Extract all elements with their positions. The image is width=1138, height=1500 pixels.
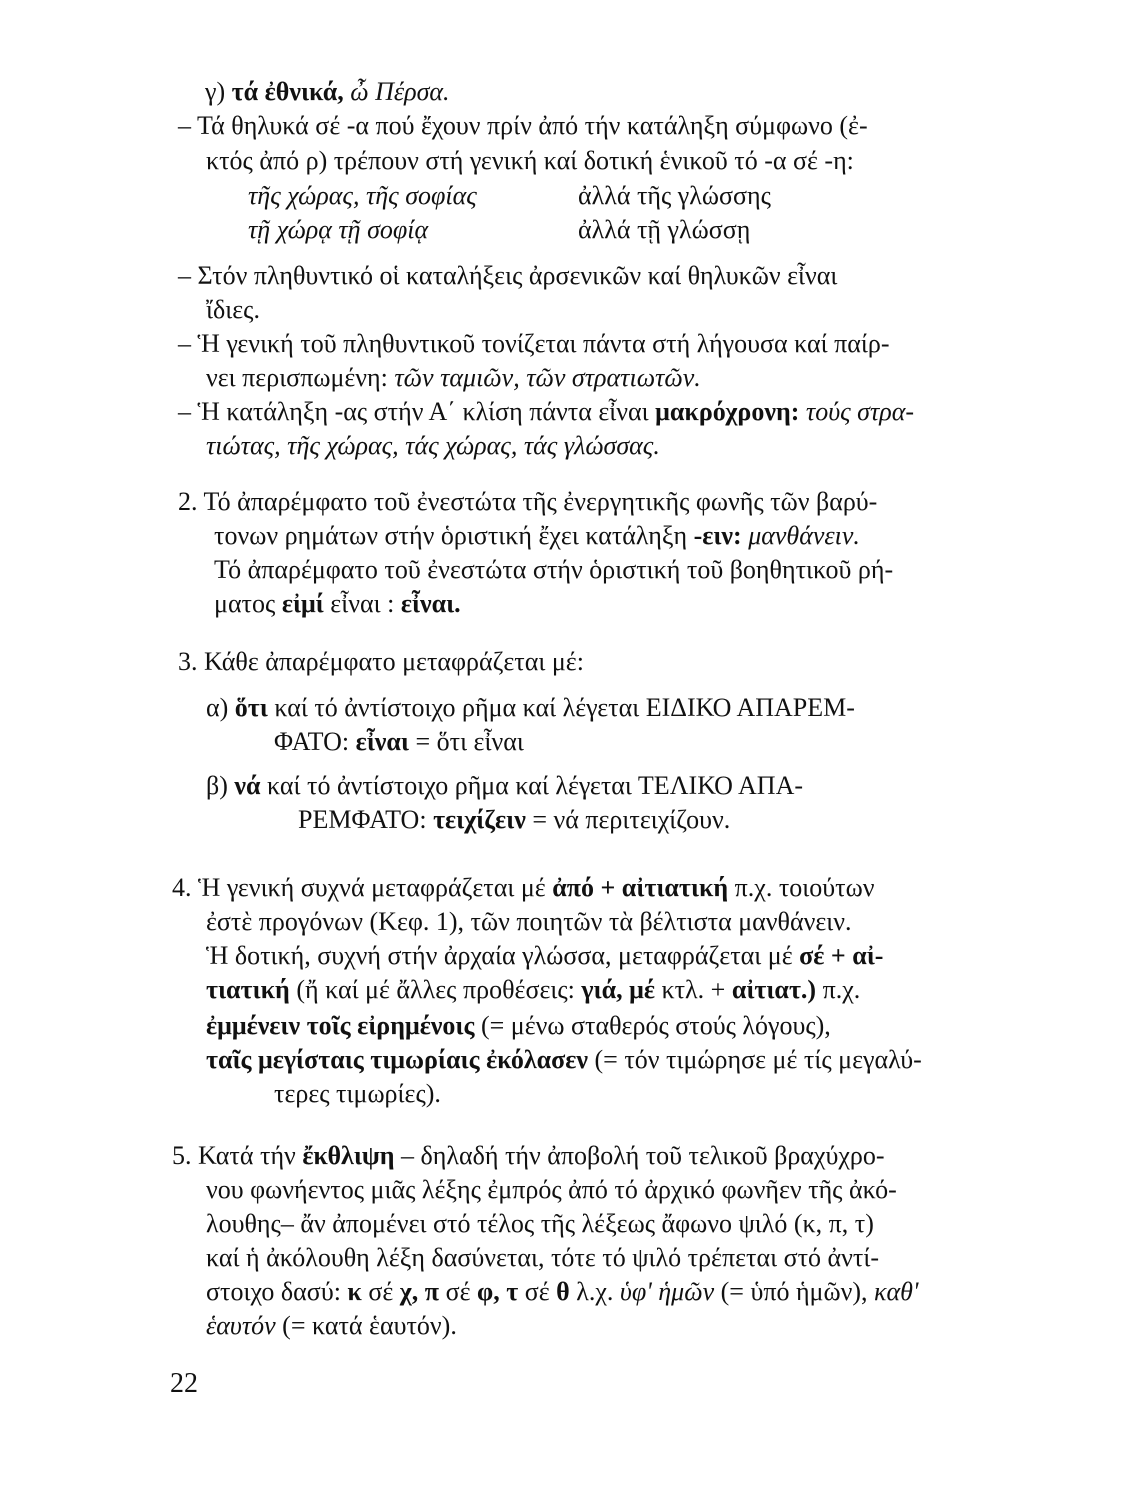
italic-text: ὦ Πέρσα.	[343, 77, 450, 106]
text-segment: λουθης– ἄν ἀπομένει στό τέλος τῆς λέξεως ἄφωνο ψιλό (κ, π, τ)	[206, 1209, 874, 1238]
text-segment: β)	[206, 771, 235, 800]
text-segment: λ.χ.	[569, 1277, 620, 1306]
text-line	[178, 486, 877, 518]
bold-text: σέ + αἰ-	[799, 941, 884, 970]
text-segment: (= κατά ἑαυτόν).	[275, 1311, 457, 1340]
text-segment: ΡΕΜΦΑΤΟ:	[298, 805, 434, 834]
bold-text: μακρόχρονη:	[655, 397, 800, 426]
bold-text: χ, π	[399, 1277, 440, 1306]
text-segment: σέ	[518, 1277, 557, 1306]
text-segment: 4. Ἡ γενική συχνά μεταφράζεται μέ	[172, 873, 553, 902]
text-segment: (= τόν τιμώρησε μέ τίς μεγαλύ-	[588, 1045, 922, 1074]
text-line	[214, 588, 461, 620]
text-line	[206, 1276, 918, 1308]
text-segment: σέ	[439, 1277, 477, 1306]
text-line	[206, 770, 803, 802]
text-segment: = νά περιτειχίζουν.	[525, 805, 731, 834]
text-line	[206, 1010, 831, 1042]
text-segment: (ἤ καί μέ ἄλλες προθέσεις:	[289, 975, 582, 1004]
text-line	[172, 1140, 885, 1172]
italic-text: τῆς χώρας, τῆς σοφίας	[248, 181, 477, 210]
text-line	[248, 180, 477, 212]
bold-text: εἶναι.	[400, 589, 461, 618]
italic-text: ἑαυτόν	[206, 1311, 276, 1340]
text-line	[206, 1310, 457, 1342]
text-segment: α)	[206, 693, 235, 722]
text-segment: καί ἡ ἀκόλουθη λέξη δασύνεται, τότε τό ψιλό τρέπεται στό ἀντί-	[206, 1243, 880, 1272]
text-segment: καί τό ἀντίστοιχο ρῆμα καί λέγεται ΤΕΛΙΚΟ ΑΠΑ-	[260, 771, 804, 800]
italic-text: τῇ χώρᾳ τῇ σοφίᾳ	[248, 215, 429, 244]
bold-text: ἀπό + αἰτιατική	[552, 873, 729, 902]
bold-text: ὅτι	[234, 693, 268, 722]
text-segment: νου φωνήεντος μιᾶς λέξης ἐμπρός ἀπό τό ἀρχικό φωνῆεν τῆς ἀκό-	[206, 1175, 897, 1204]
italic-text: τιώτας, τῆς χώρας, τάς χώρας, τάς γλώσσας.	[206, 431, 660, 460]
text-line	[206, 1044, 922, 1076]
text-segment: π.χ.	[816, 975, 861, 1004]
text-segment: κτός ἀπό ρ) τρέπουν στή γενική καί δοτική ἑνικοῦ τό -α σέ -η:	[206, 146, 854, 175]
text-segment: π.χ. τοιούτων	[728, 873, 875, 902]
text-line	[178, 646, 584, 678]
bold-text: νά	[234, 771, 261, 800]
text-line	[206, 1174, 897, 1206]
text-line	[172, 872, 874, 904]
text-segment: – Τά θηλυκά σέ -α πού ἔχουν πρίν ἀπό τήν κατάληξη σύμφωνο (ἐ-	[178, 111, 868, 140]
text-line	[178, 260, 837, 292]
text-segment: Τό ἀπαρέμφατο τοῦ ἐνεστώτα στήν ὁριστική τοῦ βοηθητικοῦ ρή-	[214, 555, 894, 584]
bold-text: εἶναι	[355, 727, 409, 756]
text-segment: – Στόν πληθυντικό οἱ καταλήξεις ἀρσενικῶν καί θηλυκῶν εἶναι	[178, 261, 838, 290]
text-segment: ἀλλά τῇ γλώσσῃ	[578, 215, 751, 244]
bold-text: κ	[347, 1277, 362, 1306]
italic-text: μανθάνειν.	[741, 521, 860, 550]
text-line	[274, 726, 524, 758]
text-line	[206, 1208, 874, 1240]
italic-text: τῶν ταμιῶν, τῶν στρατιωτῶν.	[394, 363, 701, 392]
text-segment: 2. Τό ἀπαρέμφατο τοῦ ἐνεστώτα τῆς ἐνεργητικῆς φωνῆς τῶν βαρύ-	[178, 487, 878, 516]
text-segment: νει περισπωμένη:	[206, 363, 395, 392]
text-line	[206, 692, 855, 724]
text-line	[214, 554, 893, 586]
text-segment: τερες τιμωρίες).	[274, 1079, 441, 1108]
text-segment: – Ἡ γενική τοῦ πληθυντικοῦ τονίζεται πάντα στή λήγουσα καί παίρ-	[178, 329, 890, 358]
text-line	[578, 214, 750, 246]
text-segment: ΦΑΤΟ:	[274, 727, 356, 756]
text-segment: 5. Κατά τήν	[172, 1141, 303, 1170]
italic-text: καθ'	[874, 1277, 919, 1306]
bold-text: τειχίζειν	[433, 805, 526, 834]
text-line	[274, 1078, 441, 1110]
text-segment: – δηλαδή τήν ἀποβολή τοῦ τελικοῦ βραχύχρο-	[394, 1141, 885, 1170]
text-line	[178, 328, 890, 360]
bold-text: ἐμμένειν τοῖς εἰρημένοις	[206, 1011, 475, 1040]
text-line	[178, 110, 868, 142]
text-segment: τονων ρημάτων στήν ὁριστική ἔχει κατάληξη	[214, 521, 694, 550]
text-line	[206, 145, 854, 177]
text-segment: ἴδιες.	[206, 295, 260, 324]
bold-text: αἰτιατ.)	[731, 975, 817, 1004]
text-segment: (= ὑπό ἡμῶν),	[714, 1277, 875, 1306]
italic-text: ὑφ' ἡμῶν	[619, 1277, 715, 1306]
bold-text: θ	[556, 1277, 570, 1306]
text-line	[206, 1242, 879, 1274]
text-segment: ἐστὲ προγόνων (Κεφ. 1), τῶν ποιητῶν τὰ βέλτιστα μανθάνειν.	[206, 907, 852, 936]
bold-text: ἔκθλιψη	[302, 1141, 395, 1170]
page-number: 22	[170, 1368, 198, 1399]
italic-text: τούς στρα-	[799, 397, 915, 426]
bold-text: -ειν:	[693, 521, 742, 550]
text-segment: 3. Κάθε ἀπαρέμφατο μεταφράζεται μέ:	[178, 647, 584, 676]
text-segment: στοιχο δασύ:	[206, 1277, 348, 1306]
text-segment: καί τό ἀντίστοιχο ρῆμα καί λέγεται ΕΙΔΙΚΟ ΑΠΑΡΕΜ-	[267, 693, 855, 722]
bold-text: ταῖς μεγίσταις τιμωρίαις ἐκόλασεν	[206, 1045, 589, 1074]
bold-text: τά ἐθνικά,	[231, 77, 344, 106]
text-line	[214, 520, 860, 552]
bold-text: εἰμί	[281, 589, 324, 618]
text-segment: ἀλλά τῆς γλώσσης	[578, 181, 771, 210]
text-segment: σέ	[361, 1277, 400, 1306]
text-segment: (= μένω σταθερός στούς λόγους),	[474, 1011, 831, 1040]
text-line	[206, 362, 701, 394]
text-line	[178, 396, 914, 428]
bold-text: φ, τ	[477, 1277, 519, 1306]
text-segment: ματος	[214, 589, 282, 618]
bold-text: γιά, μέ	[581, 975, 655, 1004]
text-segment: εἶναι :	[323, 589, 401, 618]
text-segment: γ)	[205, 77, 232, 106]
text-line	[206, 940, 883, 972]
bold-text: τιατική	[206, 975, 290, 1004]
text-line	[206, 294, 260, 326]
text-line	[298, 804, 730, 836]
text-line	[205, 76, 450, 108]
text-line	[578, 180, 771, 212]
text-line	[206, 974, 860, 1006]
text-line	[206, 430, 660, 462]
text-segment: = ὅτι εἶναι	[408, 727, 524, 756]
text-segment: Ἡ δοτική, συχνή στήν ἀρχαία γλώσσα, μεταφράζεται μέ	[206, 941, 800, 970]
text-segment: κτλ. +	[654, 975, 732, 1004]
text-segment: – Ἡ κατάληξη -ας στήν Α΄ κλίση πάντα εἶναι	[178, 397, 656, 426]
text-line	[206, 906, 852, 938]
text-line	[248, 214, 428, 246]
